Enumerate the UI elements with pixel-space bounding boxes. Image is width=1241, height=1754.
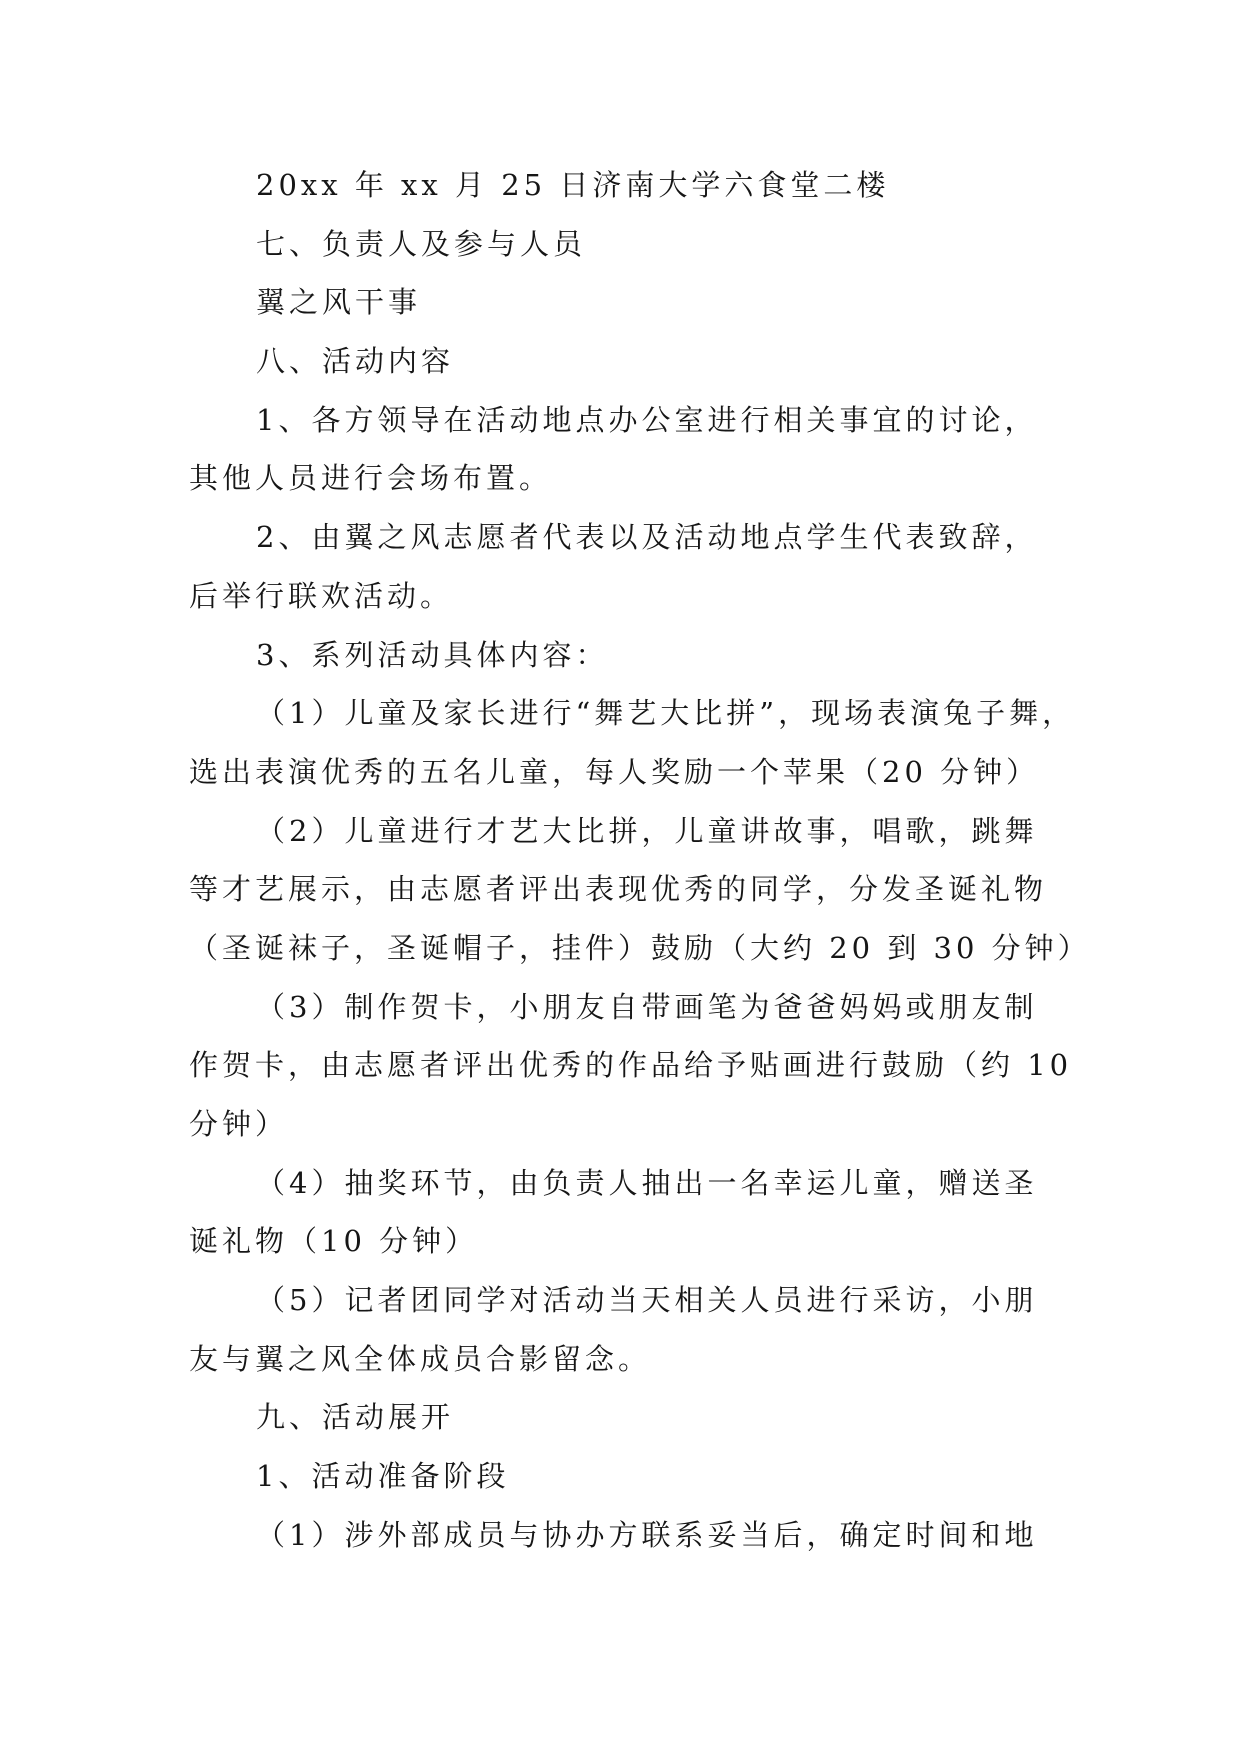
paragraph-date-location: [189, 156, 1089, 215]
sub-list-item: [189, 802, 1089, 978]
text-line: （5）记者团同学对活动当天相关人员进行采访，小朋: [256, 1283, 1038, 1318]
text-line: 等才艺展示，由志愿者评出表现优秀的同学，分发圣诞礼物: [189, 872, 1048, 907]
text-line: （1）涉外部成员与协办方联系妥当后，确定时间和地: [256, 1517, 1038, 1552]
text-line: 八、活动内容: [256, 344, 455, 379]
sub-list-item: [189, 1506, 1089, 1565]
section-heading: [189, 332, 1089, 391]
text-line: 20xx 年 xx 月 25 日济南大学六食堂二楼: [256, 168, 890, 202]
text-line: 选出表演优秀的五名儿童，每人奖励一个苹果（20 分钟）: [189, 754, 1040, 789]
text-line: 友与翼之风全体成员合影留念。: [189, 1341, 652, 1376]
section-heading: [189, 1388, 1089, 1447]
text-line: 1、活动准备阶段: [256, 1459, 510, 1494]
sub-list-item: [189, 1154, 1089, 1271]
text-line: （3）制作贺卡，小朋友自带画笔为爸爸妈妈或朋友制: [256, 989, 1038, 1024]
sub-list-item: [189, 684, 1089, 801]
text-line: 2、由翼之风志愿者代表以及活动地点学生代表致辞，: [256, 520, 1038, 555]
document-body: [189, 156, 1089, 1565]
text-line: 诞礼物（10 分钟）: [189, 1224, 479, 1259]
paragraph: [189, 273, 1089, 332]
list-item: [189, 626, 1089, 685]
section-heading: [189, 215, 1089, 274]
sub-list-item: [189, 978, 1089, 1154]
text-line: 作贺卡，由志愿者评出优秀的作品给予贴画进行鼓励（约 10: [189, 1048, 1073, 1083]
text-line: 1、各方领导在活动地点办公室进行相关事宜的讨论，: [256, 402, 1038, 437]
text-line: （4）抽奖环节，由负责人抽出一名幸运儿童，赠送圣: [256, 1165, 1038, 1200]
text-line: 翼之风干事: [256, 285, 422, 320]
text-line: 3、系列活动具体内容：: [256, 637, 609, 672]
text-line: 分钟）: [189, 1107, 289, 1141]
list-item: [189, 1447, 1089, 1506]
text-line: （2）儿童进行才艺大比拼，儿童讲故事，唱歌，跳舞: [256, 813, 1038, 848]
list-item: [189, 508, 1089, 625]
text-line: 七、负责人及参与人员: [256, 226, 587, 261]
text-line: （1）儿童及家长进行“舞艺大比拼”，现场表演兔子舞，: [256, 696, 1076, 731]
text-line: 其他人员进行会场布置。: [189, 461, 553, 496]
sub-list-item: [189, 1271, 1089, 1388]
list-item: [189, 391, 1089, 508]
text-line: 后举行联欢活动。: [189, 578, 454, 613]
text-line: 九、活动展开: [256, 1400, 455, 1435]
text-line: （圣诞袜子，圣诞帽子，挂件）鼓励（大约 20 到 30 分钟）: [189, 930, 1091, 965]
